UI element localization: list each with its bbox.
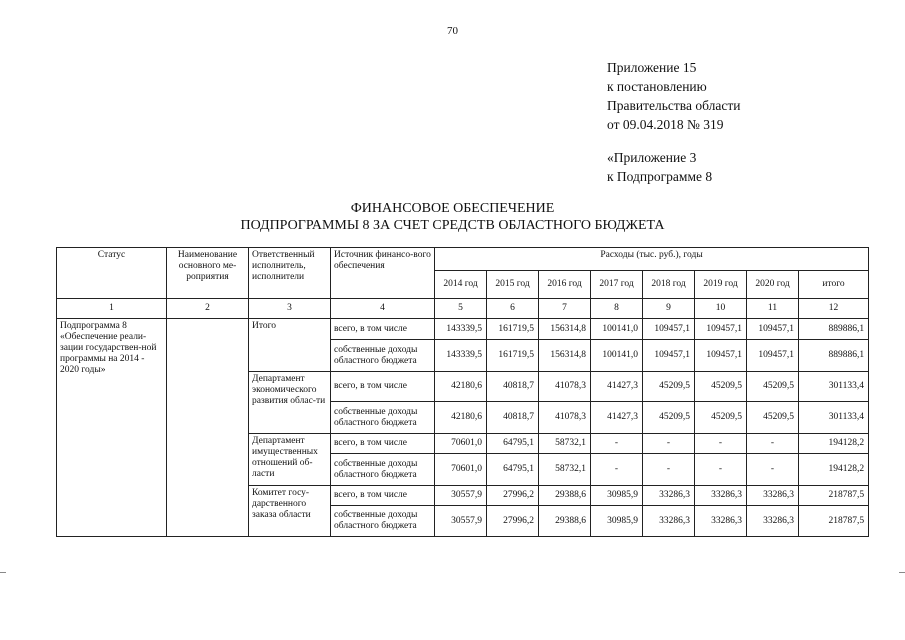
header-total: итого (799, 271, 869, 299)
value-cell: 33286,3 (643, 506, 695, 537)
source-cell: всего, в том числе (331, 434, 435, 454)
value-cell: 161719,5 (487, 319, 539, 340)
value-cell: 45209,5 (695, 402, 747, 434)
total-cell: 218787,5 (799, 506, 869, 537)
value-cell: 70601,0 (435, 454, 487, 486)
appendix2-line: «Приложение 3 (607, 150, 697, 165)
value-cell: - (747, 454, 799, 486)
value-cell: 41078,3 (539, 372, 591, 402)
header-executor: Ответственный исполнитель, исполнители (249, 248, 331, 299)
value-cell: 30557,9 (435, 486, 487, 506)
value-cell: 64795,1 (487, 454, 539, 486)
value-cell: 100141,0 (591, 319, 643, 340)
executor-cell: Итого (249, 319, 331, 372)
value-cell: - (591, 434, 643, 454)
column-number: 2 (167, 299, 249, 319)
value-cell: 109457,1 (747, 340, 799, 372)
column-number: 8 (591, 299, 643, 319)
value-cell: 41427,3 (591, 372, 643, 402)
header-year: 2020 год (747, 271, 799, 299)
header-expenses: Расходы (тыс. руб.), годы (435, 248, 869, 271)
appendix-line: к постановлению (607, 79, 707, 94)
total-cell: 889886,1 (799, 319, 869, 340)
page-number: 70 (447, 25, 458, 37)
value-cell: 45209,5 (695, 372, 747, 402)
column-number: 10 (695, 299, 747, 319)
header-year: 2019 год (695, 271, 747, 299)
value-cell: 30985,9 (591, 486, 643, 506)
appendix-block (607, 58, 740, 134)
value-cell: 58732,1 (539, 454, 591, 486)
value-cell: 64795,1 (487, 434, 539, 454)
value-cell: 42180,6 (435, 372, 487, 402)
source-cell: всего, в том числе (331, 319, 435, 340)
value-cell: 27996,2 (487, 486, 539, 506)
source-cell: всего, в том числе (331, 486, 435, 506)
value-cell: - (695, 454, 747, 486)
value-cell: 33286,3 (643, 486, 695, 506)
value-cell: 143339,5 (435, 340, 487, 372)
value-cell: 40818,7 (487, 372, 539, 402)
value-cell: 45209,5 (643, 372, 695, 402)
value-cell: 45209,5 (747, 402, 799, 434)
executor-cell: Департамент имущественных отношений об-ласти (249, 434, 331, 486)
source-cell: собственные доходы областного бюджета (331, 506, 435, 537)
executor-cell: Департамент экономического развития облас-ти (249, 372, 331, 434)
finance-table (56, 247, 869, 537)
column-number: 11 (747, 299, 799, 319)
column-number: 7 (539, 299, 591, 319)
scan-edge-mark (899, 572, 905, 573)
column-number: 6 (487, 299, 539, 319)
value-cell: - (591, 454, 643, 486)
value-cell: 100141,0 (591, 340, 643, 372)
appendix-line: от 09.04.2018 № 319 (607, 117, 724, 132)
header-status: Статус (57, 248, 167, 299)
header-year: 2018 год (643, 271, 695, 299)
value-cell: 29388,6 (539, 506, 591, 537)
value-cell: 33286,3 (695, 506, 747, 537)
value-cell: 41078,3 (539, 402, 591, 434)
value-cell: 109457,1 (643, 340, 695, 372)
total-cell: 194128,2 (799, 454, 869, 486)
title-line: ПОДПРОГРАММЫ 8 ЗА СЧЕТ СРЕДСТВ ОБЛАСТНОГО БЮДЖЕТА (240, 218, 665, 233)
value-cell: 33286,3 (747, 506, 799, 537)
value-cell: - (643, 434, 695, 454)
header-year: 2014 год (435, 271, 487, 299)
value-cell: 70601,0 (435, 434, 487, 454)
total-cell: 301133,4 (799, 402, 869, 434)
value-cell: 161719,5 (487, 340, 539, 372)
column-number: 1 (57, 299, 167, 319)
value-cell: 45209,5 (747, 372, 799, 402)
event-cell (167, 319, 249, 537)
value-cell: 109457,1 (643, 319, 695, 340)
header-year: 2015 год (487, 271, 539, 299)
value-cell: 143339,5 (435, 319, 487, 340)
value-cell: 109457,1 (747, 319, 799, 340)
value-cell: 156314,8 (539, 319, 591, 340)
value-cell: 41427,3 (591, 402, 643, 434)
value-cell: 109457,1 (695, 319, 747, 340)
value-cell: 30985,9 (591, 506, 643, 537)
value-cell: 30557,9 (435, 506, 487, 537)
appendix-line: Приложение 15 (607, 60, 697, 75)
value-cell: 27996,2 (487, 506, 539, 537)
value-cell: 109457,1 (695, 340, 747, 372)
column-number: 4 (331, 299, 435, 319)
source-cell: собственные доходы областного бюджета (331, 454, 435, 486)
status-cell: Подпрограмма 8 «Обеспечение реали-зации государствен-ной программы на 2014 - 2020 годы» (57, 319, 167, 537)
value-cell: 40818,7 (487, 402, 539, 434)
header-year: 2016 год (539, 271, 591, 299)
value-cell: - (643, 454, 695, 486)
value-cell: 45209,5 (643, 402, 695, 434)
total-cell: 194128,2 (799, 434, 869, 454)
column-number: 5 (435, 299, 487, 319)
value-cell: - (695, 434, 747, 454)
table-row (57, 319, 869, 340)
value-cell: 33286,3 (695, 486, 747, 506)
value-cell: 58732,1 (539, 434, 591, 454)
total-cell: 218787,5 (799, 486, 869, 506)
column-number: 3 (249, 299, 331, 319)
appendix2-line: к Подпрограмме 8 (607, 169, 713, 184)
appendix-block-2 (607, 148, 712, 186)
header-year: 2017 год (591, 271, 643, 299)
column-number-row (57, 299, 869, 319)
value-cell: 29388,6 (539, 486, 591, 506)
header-row (57, 248, 869, 271)
header-event: Наименование основного ме-роприятия (167, 248, 249, 299)
title-line: ФИНАНСОВОЕ ОБЕСПЕЧЕНИЕ (350, 201, 555, 216)
executor-cell: Комитет госу-дарственного заказа области (249, 486, 331, 537)
header-source: Источник финансо-вого обеспечения (331, 248, 435, 299)
value-cell: 33286,3 (747, 486, 799, 506)
value-cell: 156314,8 (539, 340, 591, 372)
value-cell: 42180,6 (435, 402, 487, 434)
column-number: 12 (799, 299, 869, 319)
total-cell: 889886,1 (799, 340, 869, 372)
column-number: 9 (643, 299, 695, 319)
source-cell: собственные доходы областного бюджета (331, 402, 435, 434)
scan-edge-mark (0, 572, 6, 573)
source-cell: всего, в том числе (331, 372, 435, 402)
value-cell: - (747, 434, 799, 454)
source-cell: собственные доходы областного бюджета (331, 340, 435, 372)
appendix-line: Правительства области (607, 98, 741, 113)
total-cell: 301133,4 (799, 372, 869, 402)
document-title (0, 200, 905, 234)
